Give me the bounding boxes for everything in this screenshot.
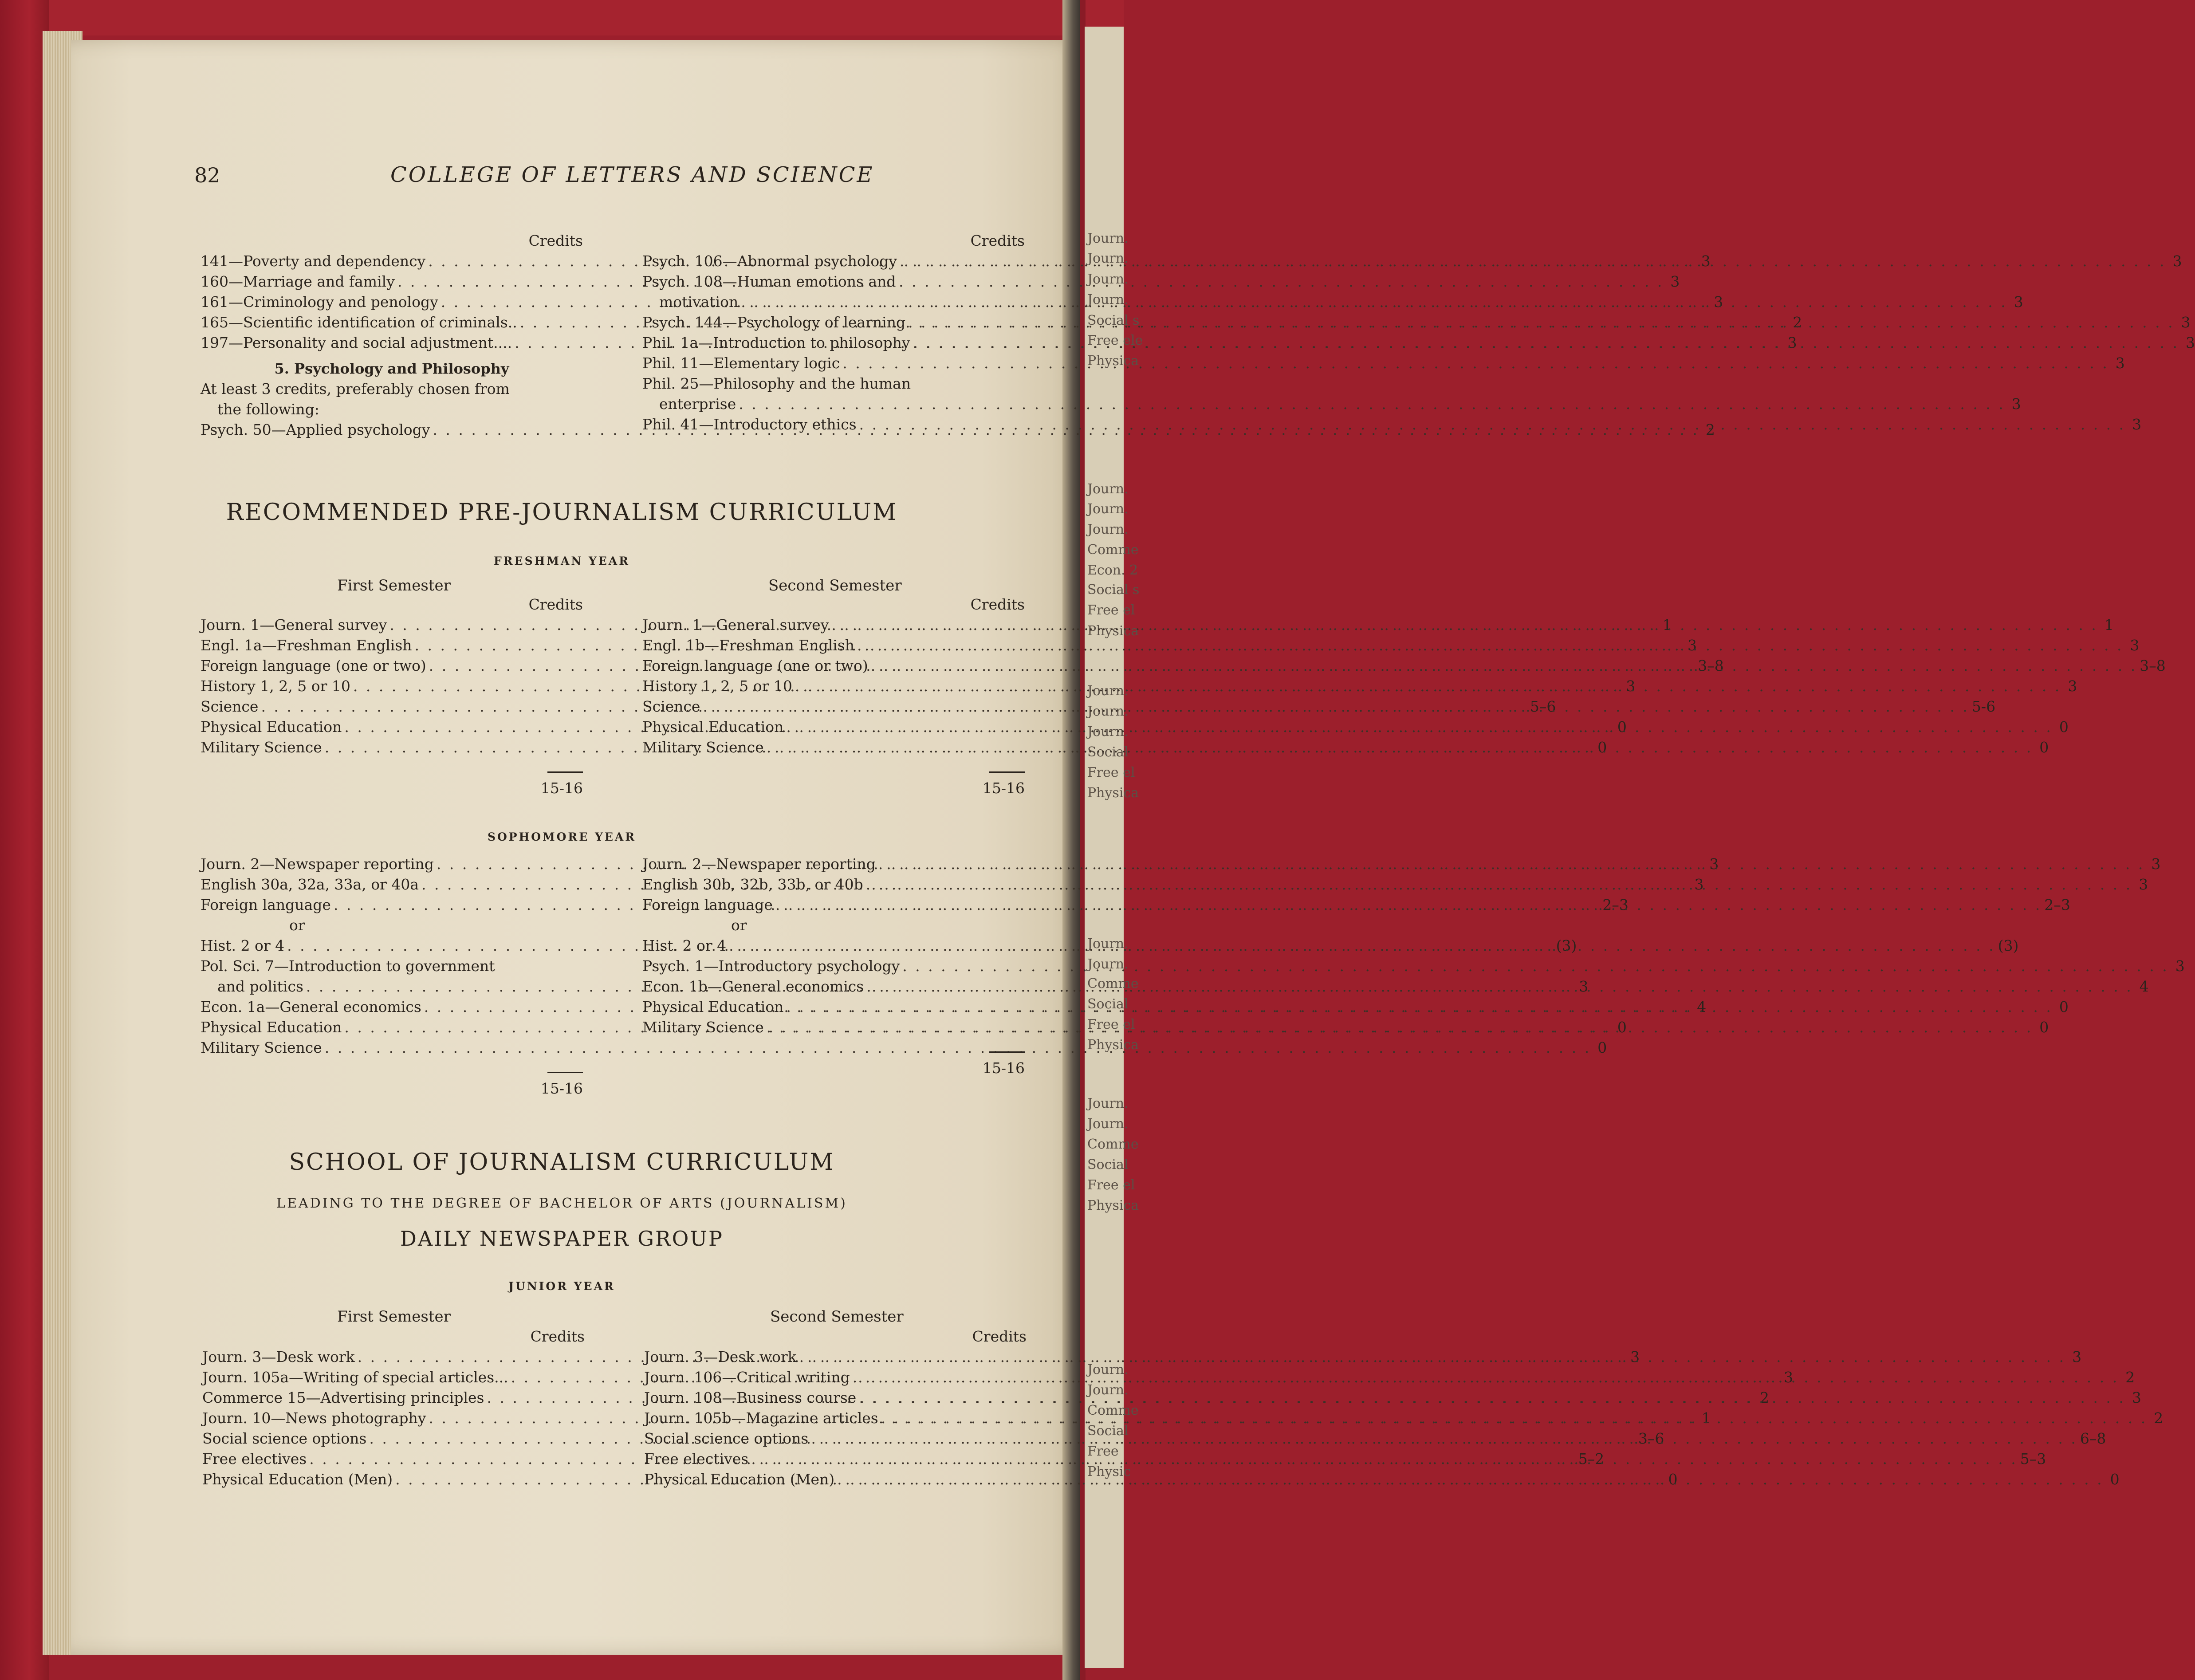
course-row: Physical Education (Men) . . . 0 xyxy=(202,1469,585,1490)
course-row: Science . . . 5–6 xyxy=(201,696,583,717)
degree-line: LEADING TO THE DEGREE OF BACHELOR OF ARTS (JOURNALISM) xyxy=(276,1196,847,1211)
credits-header: Credits xyxy=(528,596,583,613)
course-row-cont: enterprise . . . 3 xyxy=(642,394,1025,414)
first-semester-label: First Semester xyxy=(337,1308,451,1326)
course-row: Military Science . . . 0 xyxy=(642,1017,1025,1038)
course-row: Journ. 106—Critical writing . . . 2 xyxy=(644,1367,1027,1388)
total-credits: 15-16 xyxy=(982,1059,1025,1077)
credits-header: Credits xyxy=(528,232,583,249)
next-page-word: Journ. xyxy=(1087,481,1129,497)
credits-header: Credits xyxy=(972,1328,1027,1345)
next-page-word: Physica xyxy=(1087,785,1139,801)
journalism-heading: SCHOOL OF JOURNALISM CURRICULUM xyxy=(289,1149,835,1176)
next-page-word: Journ. xyxy=(1087,231,1129,246)
total-credits: 15-16 xyxy=(540,779,583,797)
next-page-word: Free el xyxy=(1087,1177,1135,1193)
next-page-word: Journ. xyxy=(1087,501,1129,517)
next-page-word: Social xyxy=(1087,1423,1129,1439)
course-row: Engl. 1b—Freshman English . . . 3 xyxy=(642,635,1025,656)
total-rule xyxy=(201,758,583,778)
first-semester-label: First Semester xyxy=(337,577,451,594)
next-page-word: Journ. xyxy=(1087,704,1129,719)
next-page-word: Free el xyxy=(1087,1017,1135,1032)
course-row: Phil. 1a—Introduction to philosophy . . . 3 xyxy=(642,333,1025,353)
course-row: Pol. Sci. 7—Introduction to government xyxy=(201,957,495,975)
course-row: Journ. 1—General survey . . . 1 xyxy=(642,615,1025,635)
course-row: 141—Poverty and dependency . . . 3 xyxy=(201,251,583,271)
course-row: Journ. 3—Desk work . . . 3 xyxy=(644,1347,1027,1367)
course-row: Free electives . . . 5–3 xyxy=(644,1449,1027,1469)
course-row: Military Science . . . 0 xyxy=(201,1038,583,1058)
next-page-word: Social xyxy=(1087,996,1129,1012)
course-row: Physical Education . . . 0 xyxy=(642,997,1025,1017)
next-page-word: Journ. xyxy=(1087,1096,1129,1111)
course-row: 197—Personality and social adjustment.... . . . 3 xyxy=(201,333,583,353)
course-row-cont: and politics . . . 3 xyxy=(201,976,583,997)
next-page-word: Journ. xyxy=(1087,271,1129,287)
next-page-word: Journ. xyxy=(1087,251,1129,266)
next-page-word: Journ. xyxy=(1087,956,1129,972)
course-row: Journ. 108—Business course . . . 3 xyxy=(644,1388,1027,1408)
total-rule xyxy=(201,1058,583,1078)
next-page-word: Physica xyxy=(1087,353,1139,369)
next-page-word: Physica xyxy=(1087,623,1139,639)
course-row: Journ. 2—Newspaper reporting . . . 3 xyxy=(201,854,583,874)
course-row: Journ. 105b—Magazine articles . . . 2 xyxy=(644,1408,1027,1428)
next-page-word: Social xyxy=(1087,1157,1129,1172)
course-row: Social science options . . . 6–8 xyxy=(644,1428,1027,1449)
course-row: Phil. 11—Elementary logic . . . 3 xyxy=(642,353,1025,374)
course-row: 160—Marriage and family . . . 3 xyxy=(201,271,583,292)
or-label: or xyxy=(289,917,305,934)
credits-header: Credits xyxy=(970,596,1025,613)
next-page-word: Econ. 2 xyxy=(1087,563,1138,578)
course-row: Science . . . 5-6 xyxy=(642,696,1025,717)
next-page-word: Journ. xyxy=(1087,936,1129,952)
next-page-word: Journ. xyxy=(1087,683,1129,699)
running-head: COLLEGE OF LETTERS AND SCIENCE xyxy=(390,162,874,187)
course-row: Journ. 105a—Writing of special articles... . . . 3 xyxy=(202,1367,585,1388)
pre-journalism-heading: RECOMMENDED PRE-JOURNALISM CURRICULUM xyxy=(226,499,898,526)
next-page-word: Free ele xyxy=(1087,333,1143,348)
second-semester-label: Second Semester xyxy=(768,577,902,594)
psych-heading: 5. Psychology and Philosophy xyxy=(274,360,509,377)
course-row: Physical Education . . . 0 xyxy=(201,1017,583,1038)
course-row: Psych. 144—Psychology of learning . . . 3 xyxy=(642,312,1025,333)
course-row: Foreign language . . . 2–3 xyxy=(201,895,583,915)
junior-year-label: JUNIOR YEAR xyxy=(508,1280,615,1293)
second-semester-label: Second Semester xyxy=(770,1308,904,1326)
total-rule xyxy=(642,758,1025,778)
course-row: 165—Scientific identification of criminals.. . . . 2 xyxy=(201,312,583,333)
next-page-word: Free el xyxy=(1087,765,1135,780)
course-row: Psych. 106—Abnormal psychology . . . 3 xyxy=(642,251,1025,271)
course-row: Phil. 41—Introductory ethics . . . 3 xyxy=(642,414,1025,435)
next-page-word: Free el xyxy=(1087,602,1135,618)
page-number: 82 xyxy=(194,163,220,187)
psych-note-cont: the following: xyxy=(217,401,319,418)
total-credits: 15-16 xyxy=(540,1080,583,1097)
next-page-word: Physica xyxy=(1087,1037,1139,1053)
course-row: Social science options . . . 3–6 xyxy=(202,1428,585,1449)
psych-note: At least 3 credits, preferably chosen from xyxy=(201,380,510,397)
course-row: History 1, 2, 5 or 10 . . . 3 xyxy=(642,676,1025,696)
next-page-word: Journ. xyxy=(1087,1382,1129,1398)
course-row: English 30a, 32a, 33a, or 40a . . . 3 xyxy=(201,874,583,895)
group-heading: DAILY NEWSPAPER GROUP xyxy=(400,1227,724,1251)
course-row: Phil. 25—Philosophy and the human xyxy=(642,375,911,392)
total-rule xyxy=(642,1038,1025,1058)
freshman-year-label: FRESHMAN YEAR xyxy=(494,555,630,567)
course-row: Physical Education . . . 0 xyxy=(642,717,1025,737)
course-row: Journ. 2—Newspaper reporting . . . 3 xyxy=(642,854,1025,874)
next-page-word: Journ. xyxy=(1087,522,1129,537)
course-row: Journ. 1—General survey . . . 1 xyxy=(201,615,583,635)
credits-header: Credits xyxy=(970,232,1025,249)
course-row: Hist. 2 or 4 . . . (3) xyxy=(642,936,1025,956)
course-row: Journ. 3—Desk work . . . 3 xyxy=(202,1347,585,1367)
next-page-word: Social xyxy=(1087,744,1129,760)
next-page-word: Journ. xyxy=(1087,724,1129,740)
course-row: Hist. 2 or 4 . . . (3) xyxy=(201,936,583,956)
course-row: Free electives . . . 5–2 xyxy=(202,1449,585,1469)
course-row: Commerce 15—Advertising principles . . . 2 xyxy=(202,1388,585,1408)
book-cover-top xyxy=(0,0,1124,35)
or-label: or xyxy=(731,917,747,934)
sophomore-year-label: SOPHOMORE YEAR xyxy=(487,830,637,843)
next-page-word: Physica xyxy=(1087,1198,1139,1213)
next-page-word: Comme xyxy=(1087,542,1139,558)
course-row: Physical Education . . . 0 xyxy=(201,717,583,737)
next-page-word: Comme xyxy=(1087,1403,1139,1418)
credits-header: Credits xyxy=(530,1328,585,1345)
next-page-word: Free xyxy=(1087,1444,1119,1459)
course-row: Psych. 108—Human emotions and xyxy=(642,273,896,290)
next-page-word: Journ. xyxy=(1087,1116,1129,1132)
course-row: Psych. 50—Applied psychology . . . 2 xyxy=(201,420,583,440)
next-page-word: Physic xyxy=(1087,1464,1131,1479)
course-row: History 1, 2, 5 or 10 . . . 3 xyxy=(201,676,583,696)
total-credits: 15-16 xyxy=(982,779,1025,797)
course-row: Foreign language . . . 2–3 xyxy=(642,895,1025,915)
course-row: Econ. 1a—General economics . . . 4 xyxy=(201,997,583,1017)
course-row: 161—Criminology and penology . . . 3 xyxy=(201,292,583,312)
next-page-word: Journ. xyxy=(1087,1362,1129,1377)
course-row: Engl. 1a—Freshman English . . . 3 xyxy=(201,635,583,656)
next-page-word: Journ. xyxy=(1087,292,1129,307)
course-row: Physical Education (Men) . . . 0 xyxy=(644,1469,1027,1490)
course-row: English 30b, 32b, 33b, or 40b . . . 3 xyxy=(642,874,1025,895)
course-row: Foreign language (one or two) . . . 3–8 xyxy=(201,656,583,676)
course-row: Military Science . . . 0 xyxy=(642,737,1025,758)
course-row: Journ. 10—News photography . . . 1 xyxy=(202,1408,585,1428)
course-row: Econ. 1b—General economics . . . 4 xyxy=(642,976,1025,997)
next-page-word: Social s xyxy=(1087,313,1140,328)
next-page-word: Social s xyxy=(1087,582,1140,598)
course-row-cont: motivation . . . 3 xyxy=(642,292,1025,312)
course-row: Military Science . . . 0 xyxy=(201,737,583,758)
course-row: Psych. 1—Introductory psychology . . . 3 xyxy=(642,956,1025,976)
next-page-word: Comme xyxy=(1087,976,1139,991)
next-page-word: Comme xyxy=(1087,1137,1139,1152)
course-row: Foreign language (one or two) . . . 3–8 xyxy=(642,656,1025,676)
